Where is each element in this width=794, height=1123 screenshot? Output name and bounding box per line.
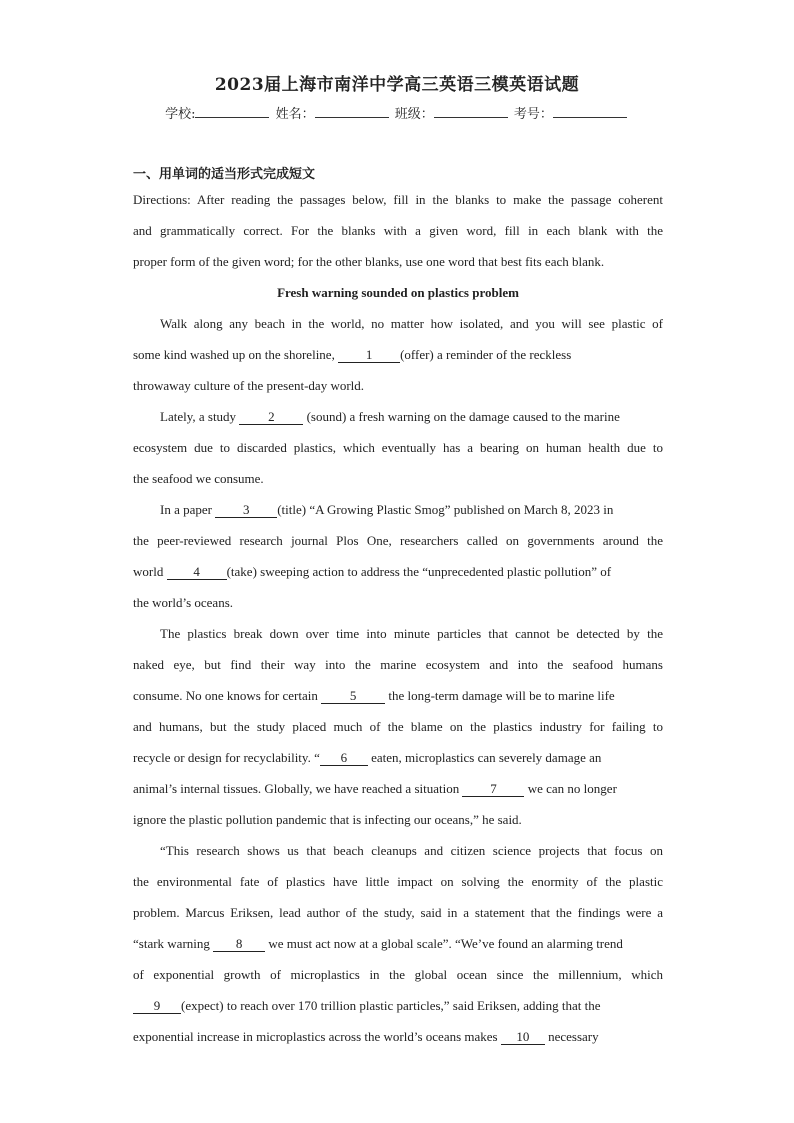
section-heading: 一、用单词的适当形式完成短文 xyxy=(133,167,316,182)
answer-blank-2[interactable]: 2 xyxy=(239,410,303,425)
text-segment: necessary xyxy=(544,1029,599,1044)
passage-title: Fresh warning sounded on plastics problem xyxy=(277,285,519,300)
text-line: ecosystem due to discarded plastics, which eventually has a bearing on human health due to xyxy=(133,440,663,455)
name-label: 姓名： xyxy=(275,107,315,122)
text-line: ignore the plastic pollution pandemic that is infecting our oceans,” he said. xyxy=(133,812,522,827)
exam-title: 2023届上海市南洋中学高三英语三模英语试题 xyxy=(214,75,580,95)
text-line: “This research shows us that beach cleanups and citizen science projects that focus on xyxy=(160,843,663,858)
text-segment: (expect) to reach over 170 trillion plastic particles,” said Eriksen, adding that the xyxy=(181,998,601,1013)
answer-blank-5[interactable]: 5 xyxy=(321,689,385,704)
text-line: throwaway culture of the present-day world. xyxy=(133,378,365,393)
passage-body xyxy=(133,187,663,1055)
answer-blank-9[interactable]: 9 xyxy=(133,999,181,1014)
text-segment: “stark warning xyxy=(133,936,214,951)
text-line xyxy=(133,745,663,776)
answer-blank-4[interactable]: 4 xyxy=(167,565,227,580)
text-segment: world xyxy=(133,564,167,579)
text-line: naked eye, but find their way into the marine ecosystem and into the seafood humans xyxy=(133,657,663,672)
answer-blank-10[interactable]: 10 xyxy=(501,1030,545,1045)
text-line xyxy=(133,404,663,435)
text-line xyxy=(133,931,663,962)
text-segment: we can no longer xyxy=(524,781,617,796)
class-label: 班级： xyxy=(394,107,434,122)
text-segment: exponential increase in microplastics across the world’s oceans makes xyxy=(133,1029,501,1044)
name-blank[interactable] xyxy=(315,106,389,118)
school-blank[interactable] xyxy=(195,106,269,118)
answer-blank-1[interactable]: 1 xyxy=(338,348,400,363)
text-segment: we must act now at a global scale”. “We’ve found an alarming trend xyxy=(265,936,623,951)
text-segment: some kind washed up on the shoreline, xyxy=(133,347,339,362)
directions-line: Directions: After reading the passages below, fill in the blanks to make the passage coherent xyxy=(133,192,663,207)
text-line: the peer-reviewed research journal Plos One, researchers called on governments around the xyxy=(133,533,663,548)
text-line xyxy=(133,1024,663,1055)
text-line: of exponential growth of microplastics in the global ocean since the millennium, which xyxy=(133,967,663,982)
text-segment: consume. No one knows for certain xyxy=(133,688,322,703)
text-segment: eaten, microplastics can severely damage an xyxy=(367,750,602,765)
directions-line: proper form of the given word; for the other blanks, use one word that best fits each blank. xyxy=(133,254,605,269)
text-line: The plastics break down over time into minute particles that cannot be detected by the xyxy=(160,626,663,641)
text-segment: (title) “A Growing Plastic Smog” published on March 8, 2023 in xyxy=(277,502,614,517)
text-segment: animal’s internal tissues. Globally, we have reached a situation xyxy=(133,781,463,796)
text-line xyxy=(133,683,663,714)
text-line xyxy=(133,497,663,528)
answer-blank-7[interactable]: 7 xyxy=(462,782,524,797)
number-blank[interactable] xyxy=(553,106,627,118)
text-segment: the long-term damage will be to marine life xyxy=(385,688,615,703)
student-info-row xyxy=(0,103,794,122)
text-line: the environmental fate of plastics have little impact on solving the enormity of the plastic xyxy=(133,874,663,889)
number-label: 考号： xyxy=(513,107,553,122)
directions-line: and grammatically correct. For the blanks with a given word, fill in each blank with the xyxy=(133,223,663,238)
text-line: and humans, but the study placed much of the blame on the plastics industry for failing to xyxy=(133,719,663,734)
school-label: 学校: xyxy=(165,107,196,122)
answer-blank-3[interactable]: 3 xyxy=(215,503,277,518)
text-line xyxy=(133,776,663,807)
text-segment: (offer) a reminder of the reckless xyxy=(400,347,572,362)
text-segment: (sound) a fresh warning on the damage caused to the marine xyxy=(303,409,620,424)
text-line xyxy=(133,342,663,373)
class-blank[interactable] xyxy=(434,106,508,118)
text-segment: Lately, a study xyxy=(160,409,240,424)
answer-blank-8[interactable]: 8 xyxy=(213,937,265,952)
text-segment: In a paper xyxy=(160,502,216,517)
text-segment: (take) sweeping action to address the “unprecedented plastic pollution” of xyxy=(226,564,612,579)
text-line xyxy=(133,559,663,590)
text-line xyxy=(133,993,663,1024)
answer-blank-6[interactable]: 6 xyxy=(320,751,368,766)
text-line: Walk along any beach in the world, no matter how isolated, and you will see plastic of xyxy=(160,316,663,331)
text-line: the world’s oceans. xyxy=(133,595,234,610)
text-segment: recycle or design for recyclability. “ xyxy=(133,750,320,765)
text-line: problem. Marcus Eriksen, lead author of the study, said in a statement that the findings were a xyxy=(133,905,663,920)
text-line: the seafood we consume. xyxy=(133,471,264,486)
